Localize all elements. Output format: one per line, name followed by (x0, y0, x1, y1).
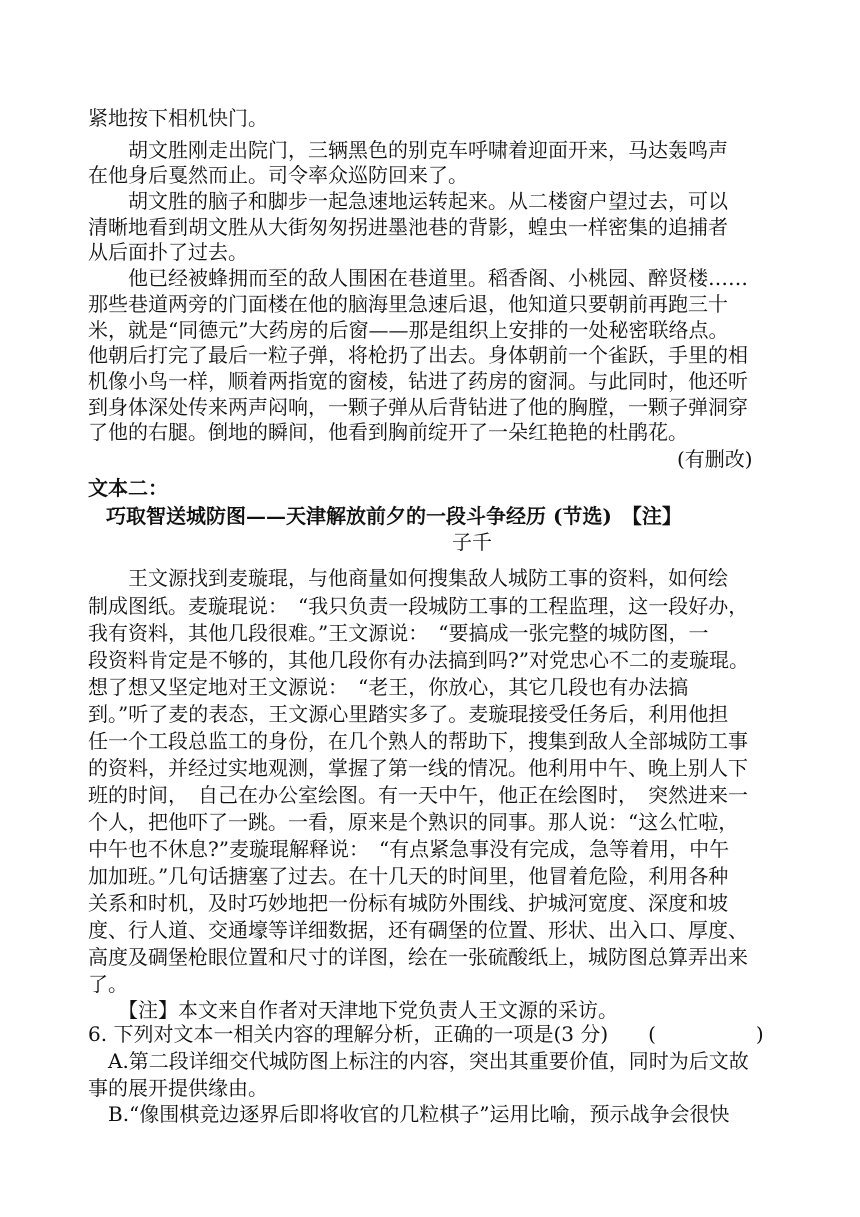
text2-line: 度、行人道、交通壕等详细数据，还有碉堡的位置、形状、出入口、厚度、 (88, 918, 748, 942)
text1-line: 从后面扑了过去。 (88, 240, 248, 264)
text2-line: 个人，把他吓了一跳。一看，原来是个熟识的同事。那人说：“这么忙啦， (88, 810, 739, 834)
text2-line: 我有资料，其他几段很难。”王文源说： “要搞成一张完整的城防图，一 (88, 621, 709, 645)
text2-line: 制成图纸。麦璇琨说： “我只负责一段城防工事的工程监理，这一段好办， (88, 594, 749, 618)
option-b-line1: B.“像围棋竞边逐界后即将收官的几粒棋子”运用比喻，预示战争会很快 (88, 1102, 730, 1126)
text2-line: 了。 (88, 972, 128, 996)
text2-footnote: 【注】本文来自作者对天津地下党负责人王文源的采访。 (88, 998, 618, 1022)
text2-author: 子千 (452, 530, 492, 554)
text2-line: 中午也不休息?”麦璇琨解释说： “有点紧急事没有完成，急等着用，中午 (88, 837, 730, 861)
text1-line: 他已经被蜂拥而至的敌人围困在巷道里。稻香阁、小桃园、醉贤楼…… (88, 266, 748, 290)
text2-line: 王文源找到麦璇琨，与他商量如何搜集敌人城防工事的资料，如何绘 (88, 566, 728, 590)
text2-line: 想了想又坚定地对王文源说： “老王，你放心，其它几段也有办法搞 (88, 675, 689, 699)
text1-line: 他朝后打完了最后一粒子弹，将枪扔了出去。身体朝前一个雀跃，手里的相 (88, 343, 748, 367)
text1-line: 清晰地看到胡文胜从大街匆匆拐进墨池巷的背影，蝗虫一样密集的追捕者 (88, 215, 728, 239)
text2-line: 段资料肯定是不够的，其他几段你有办法搞到吗?”对党忠心不二的麦璇琨。 (88, 648, 749, 672)
text1-line: 在他身后戛然而止。司令率众巡防回来了。 (88, 163, 468, 187)
text2-line: 班的时间， 自己在办公室绘图。有一天中午，他正在绘图时， 突然进来一 (88, 783, 748, 807)
option-a-line2: 事的展开提供缘由。 (88, 1076, 268, 1100)
text2-title: 巧取智送城防图——天津解放前夕的一段斗争经历 (节选) 【注】 (106, 504, 682, 528)
text2-line: 高度及碉堡枪眼位置和尺寸的详图，绘在一张硫酸纸上，城防图总算弄出来 (88, 945, 748, 969)
text2-line: 加加班。”几句话搪塞了过去。在十几天的时间里，他冒着危险，利用各种 (88, 864, 729, 888)
text1-line: 紧地按下相机快门。 (88, 106, 268, 130)
option-a-line1: A.第二段详细交代城防图上标注的内容，突出其重要价值，同时为后文故 (88, 1049, 749, 1073)
text1-line: 胡文胜刚走出院门，三辆黑色的别克车呼啸着迎面开来，马达轰鸣声 (88, 138, 728, 162)
text2-heading: 文本二： (88, 476, 168, 500)
text1-line: 了他的右腿。倒地的瞬间，他看到胸前绽开了一朵红艳艳的杜鹃花。 (88, 420, 688, 444)
text2-line: 的资料，并经过实地观测，掌握了第一线的情况。他利用中午、晚上别人下 (88, 756, 748, 780)
text1-line: 胡文胜的脑子和脚步一起急速地运转起来。从二楼窗户望过去，可以 (88, 189, 728, 213)
text1-line: 到身体深处传来两声闷响，一颗子弹从后背钻进了他的胸膛，一颗子弹洞穿 (88, 395, 748, 419)
text1-line: 机像小鸟一样，顺着两指宽的窗棱，钻进了药房的窗洞。与此同时，他还听 (88, 369, 748, 393)
text1-line: 米，就是“同德元”大药房的后窗——那是组织上安排的一处秘密联络点。 (88, 318, 729, 342)
text1-line: 那些巷道两旁的门面楼在他的脑海里急速后退，他知道只要朝前再跑三十 (88, 292, 728, 316)
text2-line: 到。”听了麦的表态，王文源心里踏实多了。麦璇琨接受任务后，利用他担 (88, 702, 729, 726)
question-stem: 6. 下列对文本一相关内容的理解分析，正确的一项是(3 分) ( ) (88, 1022, 764, 1046)
revision-note: (有删改) (677, 447, 753, 471)
text2-line: 任一个工段总监工的身份，在几个熟人的帮助下，搜集到敌人全部城防工事 (88, 729, 748, 753)
text2-line: 关系和时机，及时巧妙地把一份标有城防外围线、护城河宽度、深度和坡 (88, 891, 728, 915)
